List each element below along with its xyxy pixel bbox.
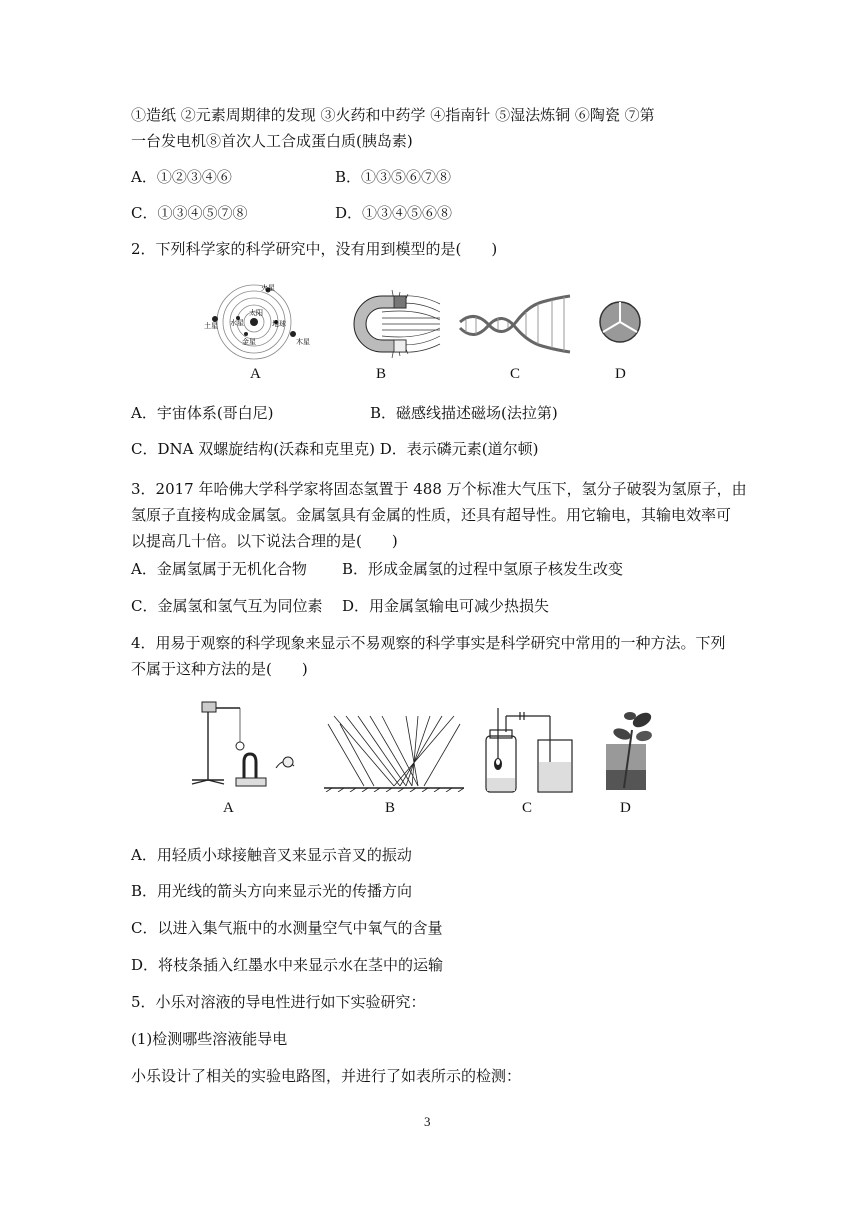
- q4-stem-line1: 4．用易于观察的科学现象来显示不易观察的科学事实是科学研究中常用的一种方法。下列: [131, 634, 726, 652]
- q1-option-c: C．①③④⑤⑦⑧: [131, 204, 248, 222]
- page-number: 3: [424, 1114, 431, 1129]
- q2-option-b: B．磁感线描述磁场(法拉第): [370, 404, 558, 422]
- dna-helix-figure: [456, 292, 576, 354]
- q3-option-b: B．形成金属氢的过程中氢原子核发生改变: [342, 560, 624, 578]
- q4-option-d: D．将枝条插入红墨水中来显示水在茎中的运输: [131, 956, 444, 974]
- solar-system-figure: [198, 282, 310, 362]
- q2-fig-label-a: A: [250, 366, 261, 382]
- planet-mars-label: 火星: [261, 284, 275, 292]
- q1-option-a: A．①②③④⑥: [131, 168, 232, 186]
- q4-stem-line2: 不属于这种方法的是( ): [131, 660, 308, 678]
- q1-items-line2: 一台发电机⑧首次人工合成蛋白质(胰岛素): [131, 132, 413, 150]
- planet-earth-label: 地球: [272, 320, 286, 328]
- gas-jar-figure: [480, 706, 580, 796]
- q3-stem-line3: 以提高几十倍。以下说法合理的是( ): [131, 532, 398, 550]
- planet-jupiter-label: 木星: [296, 338, 310, 346]
- q5-sub1: (1)检测哪些溶液能导电: [131, 1030, 288, 1048]
- q2-option-cd: C．DNA 双螺旋结构(沃森和克里克) D．表示磷元素(道尔顿): [131, 440, 539, 458]
- q4-option-a: A．用轻质小球接触音叉来显示音叉的振动: [131, 846, 412, 864]
- q1-items-line1: ①造纸 ②元素周期律的发现 ③火药和中药学 ④指南针 ⑤湿法炼铜 ⑥陶瓷 ⑦第: [131, 106, 655, 124]
- q4-fig-label-b: B: [385, 800, 396, 816]
- light-rays-figure: [324, 714, 464, 792]
- planet-venus-label: 金星: [242, 338, 256, 346]
- planet-mercury-label: 水星: [230, 319, 244, 327]
- q2-fig-label-d: D: [615, 366, 626, 382]
- q4-option-b: B．用光线的箭头方向来显示光的传播方向: [131, 882, 413, 900]
- q4-option-c: C．以进入集气瓶中的水测量空气中氧气的含量: [131, 919, 443, 937]
- q2-fig-label-b: B: [376, 366, 387, 382]
- q3-stem-line1: 3．2017 年哈佛大学科学家将固态氢置于 488 万个标准大气压下，氢分子破裂为氢原子，由: [131, 480, 747, 498]
- q1-option-d: D．①③④⑤⑥⑧: [335, 204, 453, 222]
- q3-option-c: C．金属氢和氢气互为同位素: [131, 597, 323, 615]
- q2-stem: 2．下列科学家的科学研究中，没有用到模型的是( ): [131, 240, 498, 258]
- q4-fig-label-c: C: [522, 800, 533, 816]
- q3-stem-line2: 氢原子直接构成金属氢。金属氢具有金属的性质，还具有超导性。用它输电，其输电效率可: [131, 506, 732, 524]
- q4-fig-label-a: A: [223, 800, 234, 816]
- phosphorus-symbol-figure: [598, 300, 642, 344]
- q1-option-b: B．①③⑤⑥⑦⑧: [335, 168, 452, 186]
- q5-text: 小乐设计了相关的实验电路图，并进行了如表所示的检测：: [131, 1067, 522, 1085]
- tuning-fork-figure: [184, 696, 306, 794]
- q2-option-a: A．宇宙体系(哥白尼): [131, 404, 274, 422]
- q3-option-a: A．金属氢属于无机化合物: [131, 560, 307, 578]
- q4-fig-label-d: D: [620, 800, 631, 816]
- q5-stem: 5．小乐对溶液的导电性进行如下实验研究：: [131, 993, 426, 1011]
- q2-fig-label-c: C: [510, 366, 521, 382]
- sun-label: 太阳: [249, 309, 263, 317]
- magnet-field-figure: [322, 288, 444, 360]
- plant-in-ink-figure: [602, 710, 658, 792]
- q3-option-d: D．用金属氢输电可减少热损失: [342, 597, 550, 615]
- planet-saturn-label: 土星: [204, 322, 218, 330]
